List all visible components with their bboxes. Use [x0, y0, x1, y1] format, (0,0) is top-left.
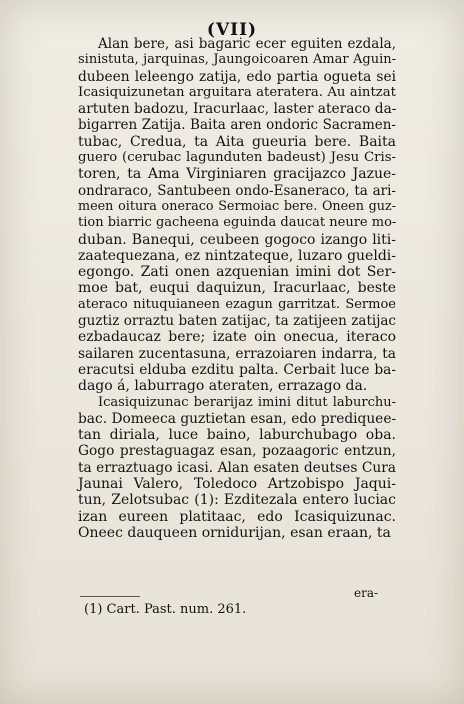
text-line: bigarren Zatija. Baita aren ondoric Sacramen-: [78, 117, 396, 134]
text-line: Icasiquizunetan arguitara ateratera. Au aintzat: [78, 84, 396, 100]
text-line: Icasiquizunac berarijaz imini ditut laburchu-: [98, 394, 396, 410]
text-line: dubeen leleengo zatija, edo partia ogueta sei: [78, 68, 396, 85]
text-line: moe bat, euqui daquizun, Iracurlaac, beste: [78, 280, 396, 297]
text-line: Alan bere, asi bagaric ecer eguiten ezdala,: [98, 36, 396, 52]
text-line: Gogo prestaguagaz esan, pozaagoric entzun,: [78, 443, 396, 460]
text-line: egongo. Zati onen azquenian imini dot Ser-: [78, 264, 396, 281]
text-line: ateraco nituquianeen ezagun garritzat. Sermoe: [78, 296, 396, 312]
text-line: tan diriala, luce baino, laburchubago oba.: [78, 427, 396, 444]
text-line: guztiz orraztu baten zatijac, ta zatijeen zatijac: [78, 313, 396, 330]
text-line: artuten badozu, Iracurlaac, laster ateraco da-: [78, 101, 397, 118]
page-number-header: (VII): [206, 20, 258, 40]
body-text: [78, 36, 396, 541]
text-line: zaatequezana, ez nintzateque, luzaro gueldi-: [78, 247, 396, 264]
text-line: tion biarric gacheena eguinda daucat neure mo-: [78, 215, 397, 231]
text-line: duban. Banequi, ceubeen gogoco izango liti-: [78, 231, 396, 248]
text-line: sinistuta, jarquinas, Jaungoicoaren Amar Aguin-: [78, 52, 396, 68]
text-line: sailaren zucentasuna, errazoiaren indarra, ta: [78, 345, 396, 362]
text-line: bac. Domeeca guztietan esan, edo prediquee-: [78, 410, 397, 427]
text-line: tun, Zelotsubac (1): Ezditezala entero luciac: [78, 492, 396, 509]
text-line: ezbadaucaz bere; izate oin onecua, iteraco: [78, 329, 396, 346]
footnote-rule: [80, 596, 140, 597]
text-line: guero (cerubac lagunduten badeust) Jesu Cris-: [78, 150, 396, 166]
text-line: dago á, laburrago ateraten, errazago da.: [78, 378, 368, 395]
text-line: izan eureen platitaac, edo Icasiquizunac.: [78, 508, 396, 525]
text-line: meen oitura oneraco Sermoiac bere. Oneen guz-: [78, 198, 396, 214]
text-line: tubac, Credua, ta Aita gueuria bere. Baita: [78, 133, 396, 150]
text-line: Oneec dauqueen ornidurijan, esan eraan, ta: [78, 524, 391, 541]
text-line: toren, ta Ama Virginiaren gracijazco Jazue-: [78, 166, 396, 183]
catchword: era-: [354, 586, 379, 600]
text-line: ta erraztuago icasi. Alan esaten deutses Cura: [78, 459, 396, 476]
text-line: eracutsi elduba ezditu palta. Cerbait luce ba-: [78, 361, 396, 378]
text-line: ondraraco, Santubeen ondo-Esaneraco, ta ari-: [78, 182, 396, 199]
text-line: Jaunai Valero, Toledoco Artzobispo Jaqui-: [78, 476, 396, 493]
footnote: (1) Cart. Past. num. 261.: [84, 602, 247, 617]
